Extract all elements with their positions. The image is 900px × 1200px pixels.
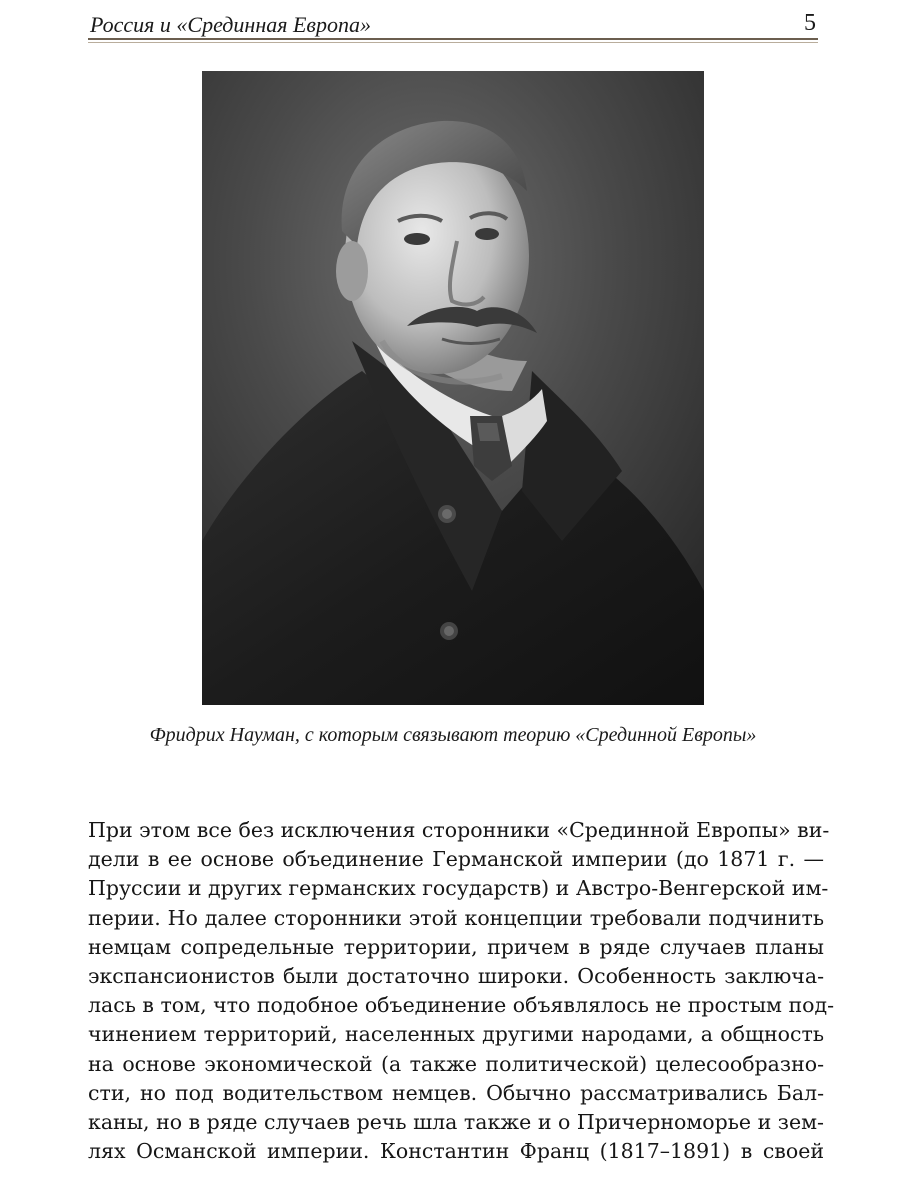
body-line: дели в ее основе объединение Германской империи (до 1871 г. — (88, 847, 824, 872)
body-line: лях Османской империи. Константин Франц (1817–1891) в своей (88, 1139, 824, 1164)
body-line: лась в том, что подобное объединение объявлялось не простым под- (88, 993, 835, 1018)
body-line: на основе экономической (а также политической) целесообразно- (88, 1051, 824, 1076)
header-rule (88, 38, 818, 40)
body-line: чинением территорий, населенных другими народами, а общность (88, 1022, 824, 1047)
running-title: Россия и «Срединная Европа» (90, 12, 371, 37)
figure-caption: Фридрих Науман, с которым связывают теорию «Срединной Европы» (149, 724, 757, 746)
body-line: каны, но в ряде случаев речь шла также и о Причерноморье и зем- (88, 1109, 824, 1134)
page-number: 5 (804, 10, 816, 36)
header-rule-thin (88, 42, 818, 43)
portrait-illustration (202, 71, 704, 705)
running-head (88, 8, 818, 40)
body-line: сти, но под водительством немцев. Обычно рассматривались Бал- (88, 1080, 824, 1105)
body-line: Пруссии и других германских государств) и Австро-Венгерской им- (88, 876, 829, 901)
body-line: При этом все без исключения сторонники «Срединной Европы» ви- (88, 818, 830, 842)
portrait-photo (202, 71, 704, 705)
body-line: немцам сопредельные территории, причем в ряде случаев планы (88, 934, 824, 959)
body-line: экспансионистов были достаточно широки. Особенность заключа- (88, 963, 824, 988)
body-text (88, 816, 835, 1166)
body-line: перии. Но далее сторонники этой концепции требовали подчинить (88, 905, 824, 930)
